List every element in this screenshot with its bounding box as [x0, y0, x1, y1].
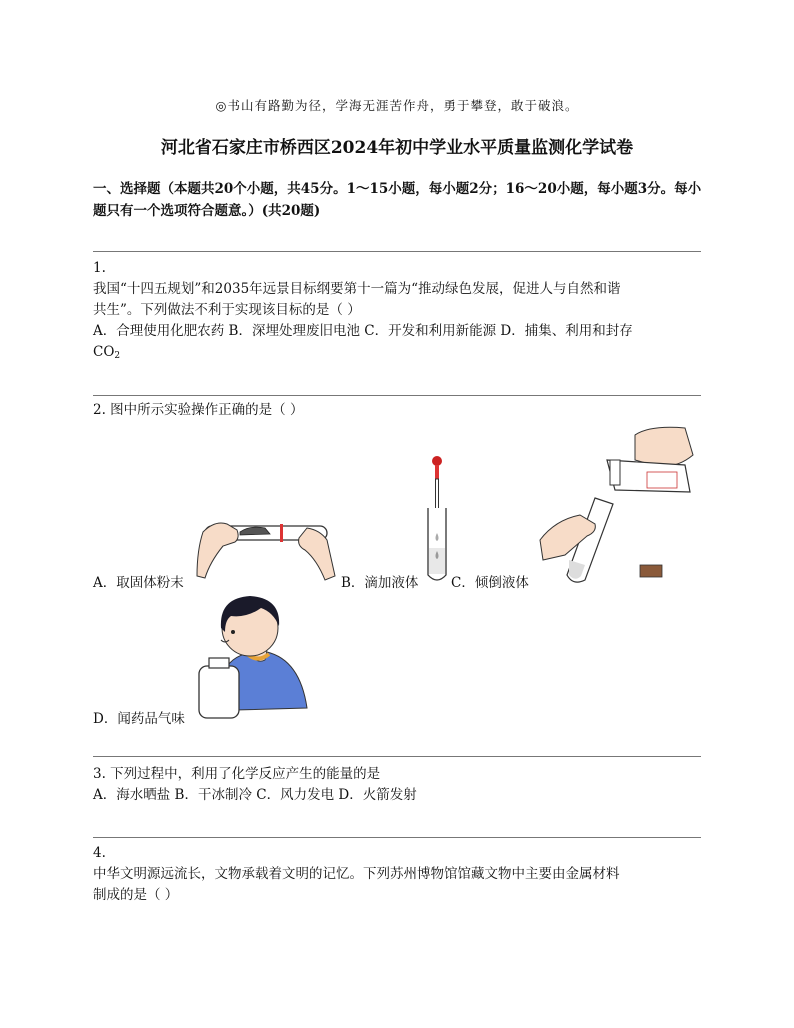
question-stem: 制成的是（ ） [93, 887, 179, 903]
option-b-label: B．滴加液体 [341, 575, 419, 591]
question-stem: 共生”。下列做法不利于实现该目标的是（ ） [93, 302, 361, 318]
option-c-label: C．倾倒液体 [451, 575, 529, 591]
figure-a-test-tube-horizontal [195, 510, 340, 585]
divider [93, 756, 701, 757]
question-stem: 3. 下列过程中，利用了化学反应产生的能量的是 [93, 766, 381, 782]
question-number: 1. [93, 260, 106, 276]
divider [93, 251, 701, 252]
question-stem: 中华文明源远流长，文物承载着文明的记忆。下列苏州博物馆馆藏文物中主要由金属材料 [93, 866, 620, 882]
figure-d-smelling [195, 590, 310, 720]
question-options: A．合理使用化肥农药 B．深埋处理废旧电池 C．开发和利用新能源 D．捕集、利用和封存 [93, 323, 633, 339]
question-options: A．海水晒盐 B．干冰制冷 C．风力发电 D．火箭发射 [93, 787, 417, 803]
figure-c-pouring [535, 420, 705, 590]
question-1 [93, 258, 703, 367]
question-4 [93, 843, 703, 906]
question-3 [93, 764, 703, 806]
question-number: 4. [93, 845, 106, 861]
co2-formula: $CO_2$ [93, 344, 121, 361]
divider [93, 395, 701, 396]
option-a-label: A．取固体粉末 [93, 575, 184, 591]
option-d-label: D．闻药品气味 [93, 711, 185, 727]
page-title: 河北省石家庄市桥西区2024年初中学业水平质量监测化学试卷 [160, 138, 634, 158]
divider [93, 837, 701, 838]
section-heading: 一、选择题（本题共20个小题，共45分。1～15小题，每小题2分；16～20小题，每小题3分。每小题只有一个选项符合题意。）(共20题) [93, 181, 702, 219]
motto: ◎书山有路勤为径，学海无涯苦作舟，勇于攀登，敢于破浪。 [215, 98, 579, 113]
figure-b-dropper [420, 453, 450, 585]
question-stem: 我国“十四五规划”和2035年远景目标纲要第十一篇为“推动绿色发展，促进人与自然和谐 [93, 281, 621, 297]
question-2-stem: 2. 图中所示实验操作正确的是（ ） [93, 402, 304, 418]
